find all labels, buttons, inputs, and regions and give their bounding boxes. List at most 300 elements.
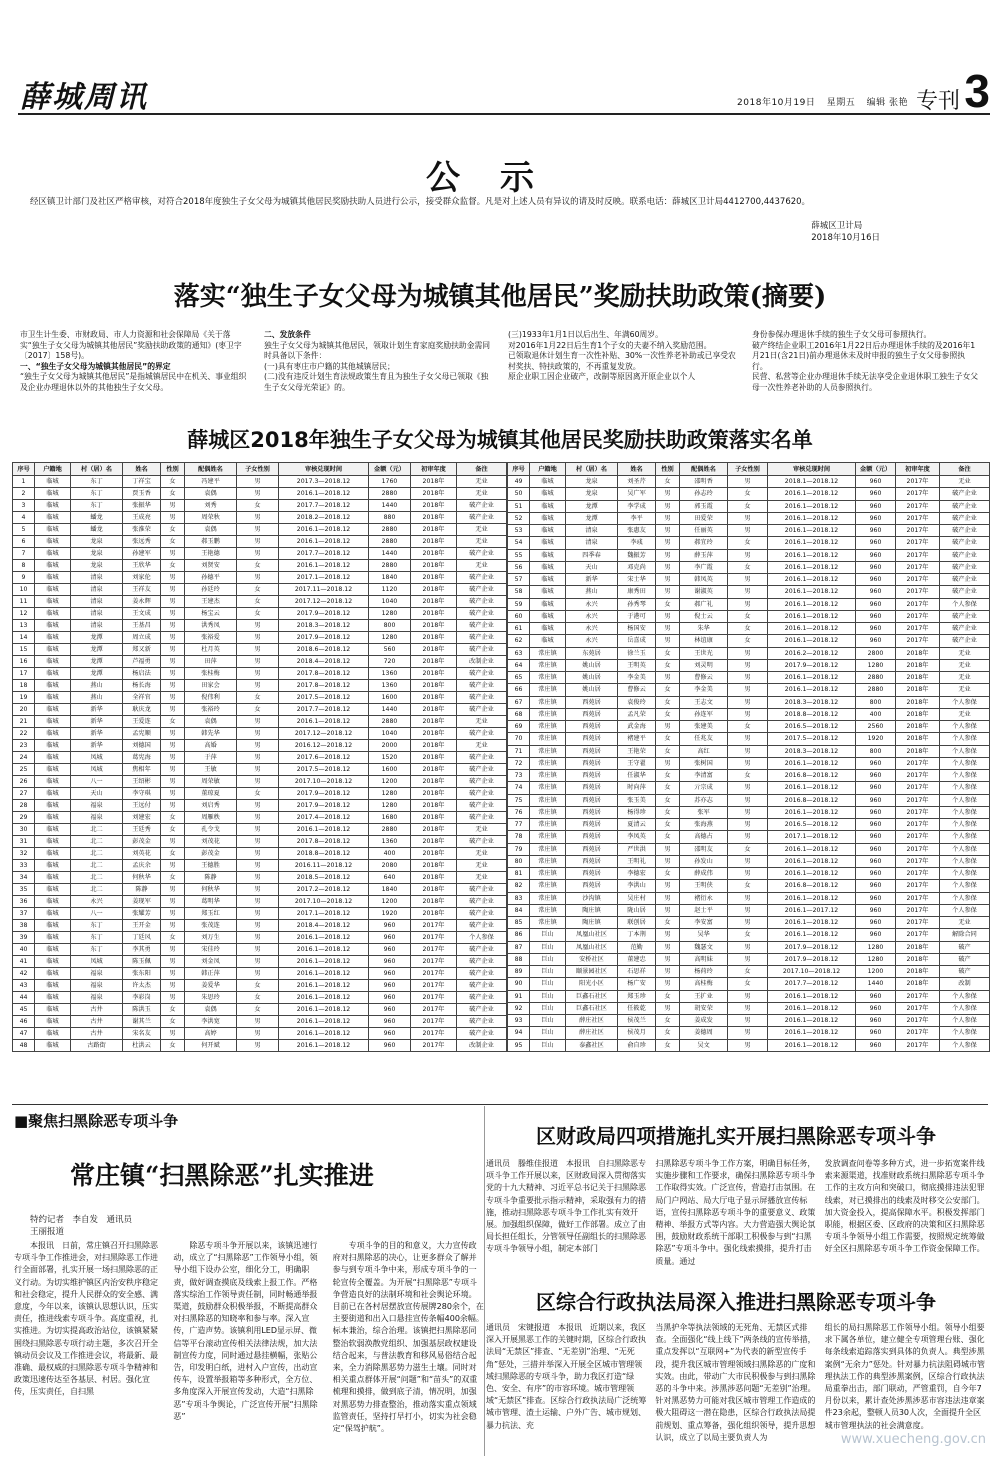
table-cell: 破产企业: [940, 610, 990, 622]
table-row: [13, 500, 507, 512]
table-cell: 960: [856, 892, 896, 904]
table-cell: 破产企业: [457, 992, 507, 1004]
table-cell: 2017年: [411, 1040, 457, 1052]
table-cell: 960: [856, 757, 896, 769]
table-row: [508, 904, 990, 916]
table-cell: 2016.1—2018.12: [768, 1039, 856, 1052]
table-cell: 2016.1—2018.12: [768, 892, 856, 904]
table-cell: 女: [161, 1040, 185, 1052]
table-cell: 33: [13, 860, 35, 872]
table-cell: 男: [656, 623, 680, 635]
table-cell: 960: [856, 549, 896, 561]
table-cell: 1040: [369, 596, 411, 608]
table-row: [508, 953, 990, 965]
table-row: [13, 548, 507, 560]
table-cell: 1440: [856, 978, 896, 990]
table-cell: 23: [13, 740, 35, 752]
table-cell: 男: [161, 680, 185, 692]
policy-text: “独生子女父母为城镇其他居民”是指城镇居民中在机关、事业组织及企业办理退休以外的其他独生子女父母。: [20, 372, 247, 392]
table-cell: 常庄镇: [530, 880, 566, 892]
table-cell: 31: [13, 836, 35, 848]
table-cell: 临城: [530, 500, 566, 512]
table-cell: 东苑居: [566, 647, 618, 659]
table-row: [508, 917, 990, 929]
table-cell: 破产企业: [457, 908, 507, 920]
table-cell: 3: [13, 500, 35, 512]
table-cell: 褚建平: [618, 733, 656, 745]
table-cell: 周雁秩: [185, 812, 237, 824]
table-row: [508, 966, 990, 978]
policy-text: 独生子女父母为城镇其他居民，领取计划生育家庭奖励扶助金需同时具备以下条件：: [264, 340, 491, 360]
column-header: 子女性别: [728, 463, 768, 476]
table-cell: 男: [728, 598, 768, 610]
table-row: [508, 1015, 990, 1027]
table-cell: 男: [728, 512, 768, 524]
table-cell: 蟠龙: [71, 524, 123, 536]
table-cell: 88: [508, 953, 530, 965]
table-cell: 2018.5—2018.12: [279, 872, 369, 884]
table-cell: 王世光: [680, 647, 728, 659]
table-cell: 男: [161, 1028, 185, 1040]
table-cell: 1200: [369, 896, 411, 908]
policy-text: 对2016年1月22日后生育1个子女的夫妻不纳入奖励范围。: [508, 340, 712, 350]
table-cell: 丁祥宝: [123, 476, 161, 488]
table-cell: 男: [161, 644, 185, 656]
table-cell: 无业: [457, 824, 507, 836]
table-cell: 吴广军: [618, 488, 656, 500]
table-cell: 颐景园社区: [566, 966, 618, 978]
table-cell: 高红: [680, 745, 728, 757]
table-cell: 王廷秀: [123, 824, 161, 836]
table-cell: 男: [656, 855, 680, 867]
table-cell: 临城: [35, 596, 71, 608]
table-cell: 破产企业: [940, 574, 990, 586]
table-cell: 960: [856, 782, 896, 794]
table-cell: 2018年: [896, 647, 940, 659]
table-cell: 无业: [940, 476, 990, 488]
table-cell: 个人参保: [940, 904, 990, 916]
table-cell: 高明妹: [680, 953, 728, 965]
table-row: [508, 1039, 990, 1052]
table-cell: 福泉: [71, 980, 123, 992]
table-cell: 姜爱华: [185, 980, 237, 992]
table-cell: 2016.1—2018.12: [768, 917, 856, 929]
table-cell: 男: [237, 548, 279, 560]
table-cell: 清泉: [71, 572, 123, 584]
table-cell: 杜洪云: [123, 1040, 161, 1052]
table-cell: 2018年: [896, 966, 940, 978]
table-cell: 800: [856, 745, 896, 757]
article-2-column: 通讯员 滕维佳报道 本报讯 自扫黑除恶专项斗争工作开展以来，区财政局深入贯彻落实党的十九大精神、习近平总书记关于扫黑除恶专项斗争重要批示指示精神，采取强有力的措施，推动扫黑除恶专项斗争工作扎实有效开展。加强组织保障，做好工作部署。成立了由局长担任组长，分管领导任副组长的扫黑除恶专项斗争领导小组，制定本部门: [486, 1159, 646, 1254]
table-cell: 2016.1—2018.12: [768, 586, 856, 598]
table-cell: 男: [728, 892, 768, 904]
table-cell: 女: [656, 684, 680, 696]
table-cell: 破产企业: [457, 572, 507, 584]
table-cell: 男: [237, 956, 279, 968]
table-cell: 800: [856, 696, 896, 708]
table-cell: 男: [656, 500, 680, 512]
table-cell: 2016.1—2018.12: [768, 1002, 856, 1014]
table-cell: 女: [656, 831, 680, 843]
table-cell: 2016.1—2017.12: [768, 904, 856, 916]
table-cell: 2016.1—2018.12: [768, 868, 856, 880]
column-header: 初审年度: [896, 463, 940, 476]
table-cell: 1760: [369, 476, 411, 488]
table-cell: 王志文: [680, 696, 728, 708]
table-cell: 宋名友: [123, 1028, 161, 1040]
table-cell: 男: [656, 721, 680, 733]
table-cell: 李凤英: [618, 831, 656, 843]
table-cell: 960: [856, 868, 896, 880]
table-cell: 2018年: [411, 488, 457, 500]
table-cell: 2017年: [411, 932, 457, 944]
table-row: [13, 632, 507, 644]
table-cell: 常庄镇: [530, 831, 566, 843]
table-cell: 20: [13, 704, 35, 716]
table-cell: 常庄镇: [530, 733, 566, 745]
table-row: [508, 782, 990, 794]
table-cell: 女: [728, 966, 768, 978]
table-cell: 临城: [35, 836, 71, 848]
table-cell: 2016.2—2018.12: [768, 647, 856, 659]
table-cell: 龙泉: [566, 476, 618, 488]
table-cell: 清泉: [566, 537, 618, 549]
newspaper-logo: 薛城周讯: [20, 80, 148, 115]
table-row: [508, 525, 990, 537]
table-cell: 2018年: [411, 536, 457, 548]
byline-line: 王丽报道: [30, 1227, 65, 1237]
table-cell: 男: [161, 956, 185, 968]
table-cell: 临城: [35, 716, 71, 728]
table-cell: 巨山: [530, 1002, 566, 1014]
table-cell: 男: [237, 1016, 279, 1028]
table-cell: 2017.9—2018.12: [768, 659, 856, 671]
table-cell: 2018年: [411, 596, 457, 608]
table-cell: 1920: [856, 733, 896, 745]
table-cell: 清泉: [71, 584, 123, 596]
table-cell: 刘金凤: [185, 956, 237, 968]
table-cell: 2017年: [896, 574, 940, 586]
table-cell: 龙泉: [71, 548, 123, 560]
table-cell: 男: [656, 561, 680, 573]
table-cell: 八一: [71, 776, 123, 788]
table-cell: 960: [856, 917, 896, 929]
table-cell: 男: [237, 644, 279, 656]
table-cell: 临城: [530, 586, 566, 598]
table-cell: 个人参保: [457, 932, 507, 944]
table-cell: 59: [508, 598, 530, 610]
policy-column-3: [508, 330, 736, 400]
table-cell: 杨广安: [618, 978, 656, 990]
table-cell: 2017年: [896, 635, 940, 647]
table-cell: 2016.1—2018.12: [279, 968, 369, 980]
table-cell: 男: [728, 757, 768, 769]
table-cell: 王敏: [185, 764, 237, 776]
table-cell: 巨鑫石社区: [566, 990, 618, 1002]
table-cell: 无业: [457, 524, 507, 536]
table-cell: 破产: [940, 953, 990, 965]
table-cell: 2018年: [411, 824, 457, 836]
table-cell: 女: [237, 692, 279, 704]
table-cell: 林谊康: [680, 635, 728, 647]
list-title: 薛城区2018年独生子女父母为城镇其他居民奖励扶助政策落实名单: [187, 428, 813, 452]
table-cell: 破产企业: [940, 586, 990, 598]
table-cell: 89: [508, 966, 530, 978]
table-cell: 男: [656, 512, 680, 524]
table-cell: 40: [13, 944, 35, 956]
table-cell: 48: [13, 1040, 35, 1052]
table-cell: 63: [508, 647, 530, 659]
table-cell: 永兴: [566, 635, 618, 647]
table-row: [508, 500, 990, 512]
table-row: [508, 855, 990, 867]
table-cell: 西苑居: [566, 708, 618, 720]
table-cell: 彭茂金: [185, 848, 237, 860]
table-cell: 2017年: [896, 843, 940, 855]
table-cell: 无业: [457, 716, 507, 728]
table-cell: 2017年: [896, 1027, 940, 1039]
table-cell: 960: [856, 476, 896, 488]
table-cell: 2016.1—2018.12: [768, 990, 856, 1002]
table-row: [13, 704, 507, 716]
table-cell: 巨山: [530, 1039, 566, 1052]
table-cell: 2017年: [896, 1015, 940, 1027]
table-cell: 个人参保: [940, 598, 990, 610]
table-cell: 东丁: [71, 488, 123, 500]
table-cell: 芦福勇: [123, 656, 161, 668]
table-cell: 常庄镇: [530, 904, 566, 916]
table-cell: 2017年: [896, 1039, 940, 1052]
table-cell: 2016.1—2018.12: [768, 574, 856, 586]
table-cell: 1360: [369, 668, 411, 680]
section-label: 专刊: [915, 89, 960, 114]
table-cell: 57: [508, 574, 530, 586]
table-cell: 巨山: [530, 929, 566, 941]
table-cell: 李金美: [618, 672, 656, 684]
table-cell: 龙泉: [71, 536, 123, 548]
table-row: [13, 824, 507, 836]
table-cell: 2018年: [411, 800, 457, 812]
column-header: 户籍地: [35, 463, 71, 476]
table-cell: 刘秀: [185, 500, 237, 512]
table-cell: 个人参保: [940, 990, 990, 1002]
article-3-column: 当黑护伞等执法领域的无死角、无禁区式排查。全面强化“线上线下”两条线的宣传举措，重点发挥以“互联网+”为代表的新型宣传手段，提升我区城市管理领域扫黑除恶的广度和实效。由此，带动广大市民积极参与到扫黑除恶的斗争中来。涉黑涉恶问题“无差别”治理。针对黑恶势力可能对我区城市管理工作造成的极大阻碍这一潜在隐患，区综合行政执法局提前规划、重点筹备，强化组织领导，提升思想认识，成立了以局主要负责人为: [655, 1323, 816, 1442]
table-cell: 临城: [35, 788, 71, 800]
table-cell: 女: [237, 704, 279, 716]
table-row: [508, 941, 990, 953]
table-cell: 田家会: [185, 680, 237, 692]
table-cell: 姜永辉: [123, 596, 161, 608]
table-cell: 张惠友: [618, 525, 656, 537]
table-cell: 960: [856, 623, 896, 635]
table-cell: 1200: [369, 776, 411, 788]
table-cell: 巨山: [530, 953, 566, 965]
table-cell: 西苑居: [566, 745, 618, 757]
article-3-column: 通讯员 宋键报道 本报讯 近期以来，我区深入开展黑恶工作的关键时期，区综合行政执法局“无禁区”排查、“无差别”治理、“无死角”惩处，三措并举深入开展全区城市管理领域扫黑除恶的专项斗争，助力我区打造“绿色、安全、有序”的市容环境。城市管理领域“无禁区”排查。区综合行政执法局广泛统筹城市管理、渣土运输、户外广告、城市规划、暴力抗法、充: [486, 1323, 647, 1430]
table-cell: 男: [728, 549, 768, 561]
table-cell: 960: [369, 956, 411, 968]
table-cell: 男: [161, 776, 185, 788]
table-cell: 男: [161, 704, 185, 716]
table-cell: 临城: [35, 524, 71, 536]
table-cell: 常庄镇: [530, 917, 566, 929]
table-cell: 男: [161, 764, 185, 776]
table-cell: 个人参保: [940, 831, 990, 843]
table-cell: 东丁: [71, 932, 123, 944]
table-cell: 西苑居: [566, 757, 618, 769]
table-row: [13, 800, 507, 812]
table-cell: 男: [161, 572, 185, 584]
table-cell: 2000: [369, 740, 411, 752]
table-cell: 2016.1—2018.12: [768, 757, 856, 769]
table-cell: 巨山: [530, 978, 566, 990]
table-cell: 女: [728, 978, 768, 990]
table-cell: 龙潭: [71, 632, 123, 644]
table-cell: 破产企业: [457, 944, 507, 956]
table-cell: 无业: [940, 659, 990, 671]
table-cell: 2017年: [896, 1002, 940, 1014]
table-cell: 东丁: [71, 500, 123, 512]
table-cell: 男: [728, 708, 768, 720]
table-cell: 刘建宏: [123, 812, 161, 824]
table-cell: 袁偶: [185, 488, 237, 500]
table-cell: 2017.5—2018.12: [279, 764, 369, 776]
table-cell: 临城: [35, 692, 71, 704]
table-cell: 韩先华: [185, 728, 237, 740]
table-row: [508, 819, 990, 831]
table-cell: 女: [728, 880, 768, 892]
table-cell: 高桂梅: [680, 978, 728, 990]
table-row: [13, 872, 507, 884]
table-cell: 个人参保: [940, 1002, 990, 1014]
table-cell: 男: [237, 620, 279, 632]
table-cell: 男: [237, 752, 279, 764]
table-cell: 男: [656, 574, 680, 586]
table-cell: 张裕玲: [185, 704, 237, 716]
table-cell: 66: [508, 684, 530, 696]
table-cell: 2017.9—2018.12: [279, 632, 369, 644]
table-row: [508, 635, 990, 647]
masthead: [0, 0, 1000, 117]
table-cell: 任兆友: [680, 733, 728, 745]
table-cell: 朱思玲: [185, 992, 237, 1004]
policy-text: 破产终结企业职工2016年1月22日后办理退休手续的及2016年1月21日(含21日)前办理退休未及时申报的独生子女父母参照执行。: [752, 340, 976, 371]
table-cell: 2016.1—2018.12: [279, 1028, 369, 1040]
table-cell: 常庄镇: [530, 855, 566, 867]
policy-text: (二)没有违反计划生育法规政策生育且为独生子女父母已领取《独生子女父母光荣证》的。: [264, 372, 489, 392]
table-cell: 2016.1—2018.12: [279, 1016, 369, 1028]
table-cell: 临城: [530, 623, 566, 635]
table-cell: 2017.10—2018.12: [279, 776, 369, 788]
table-cell: 姚山居: [566, 672, 618, 684]
table-cell: 袁偶: [185, 1004, 237, 1016]
table-cell: 破产企业: [940, 549, 990, 561]
table-cell: 无业: [940, 917, 990, 929]
table-cell: 2016.1—2018.12: [279, 980, 369, 992]
table-row: [13, 572, 507, 584]
policy-heading-2: 二、发放条件: [264, 330, 311, 339]
table-cell: 2017.8—2018.12: [279, 836, 369, 848]
table-cell: 男: [161, 632, 185, 644]
table-cell: 男: [728, 574, 768, 586]
table-cell: 破产企业: [457, 752, 507, 764]
table-cell: 男: [728, 684, 768, 696]
table-cell: 曹修云: [680, 672, 728, 684]
table-cell: 2018年: [411, 872, 457, 884]
table-cell: 2017.12—2018.12: [279, 728, 369, 740]
table-cell: 新华: [71, 740, 123, 752]
table-cell: 魏振芳: [618, 549, 656, 561]
table-cell: 男: [728, 696, 768, 708]
table-cell: 个人参保: [940, 794, 990, 806]
table-cell: 960: [369, 968, 411, 980]
table-cell: 14: [13, 632, 35, 644]
table-cell: 1280: [369, 800, 411, 812]
table-cell: 常庄镇: [530, 672, 566, 684]
table-row: [508, 1027, 990, 1039]
table-cell: 西苑居: [566, 843, 618, 855]
table-row: [13, 740, 507, 752]
table-cell: 田爱荣: [680, 512, 728, 524]
table-cell: 2018年: [411, 620, 457, 632]
table-cell: 2017年: [896, 549, 940, 561]
table-cell: 男: [161, 800, 185, 812]
table-cell: 2018年: [411, 644, 457, 656]
table-cell: 陶庄镇: [566, 904, 618, 916]
table-cell: 永兴: [566, 598, 618, 610]
table-cell: 康秀田: [618, 586, 656, 598]
table-cell: 男: [161, 728, 185, 740]
table-cell: 陈静: [185, 872, 237, 884]
table-cell: 巨山: [530, 1027, 566, 1039]
table-cell: 男: [728, 953, 768, 965]
table-cell: 43: [13, 980, 35, 992]
table-cell: 王守翟: [618, 757, 656, 769]
table-cell: 男: [656, 525, 680, 537]
table-cell: 32: [13, 848, 35, 860]
table-cell: 女: [728, 929, 768, 941]
table-cell: 北二: [71, 860, 123, 872]
table-cell: 2018年: [896, 659, 940, 671]
table-cell: 男: [728, 1015, 768, 1027]
notice-date: 2018年10月16日: [811, 233, 880, 243]
table-cell: 姜成发: [680, 1015, 728, 1027]
table-cell: 女: [728, 561, 768, 573]
table-cell: 男: [161, 788, 185, 800]
table-cell: 2018年: [411, 848, 457, 860]
table-cell: 亓宗成: [680, 782, 728, 794]
table-cell: 杨启法: [123, 668, 161, 680]
table-cell: 清泉: [71, 608, 123, 620]
table-cell: 临城: [35, 884, 71, 896]
table-cell: 北二: [71, 872, 123, 884]
table-cell: 临城: [35, 752, 71, 764]
table-row: [13, 680, 507, 692]
table-cell: 93: [508, 1015, 530, 1027]
article-2-column: 发放调查问卷等多种方式，进一步拓宽案件线索来源渠道，找准财政系统扫黑除恶专项斗争工作的主攻方向和突破口，彻底摸排违法犯罪线索，对已摸排出的线索及时移交公安部门。加大资金投入，提高保障水平。积极发挥部门职能，根据区委、区政府的决策和区扫黑除恶专项斗争领导小组工作需要，按照规定统筹做好全区扫黑除恶专项斗争工作资金保障工作。: [824, 1159, 985, 1254]
table-cell: 全祥官: [123, 692, 161, 704]
table-cell: 2017年: [896, 586, 940, 598]
table-row: [508, 659, 990, 671]
table-cell: 女: [656, 819, 680, 831]
table-cell: 破产企业: [940, 537, 990, 549]
table-cell: 女: [237, 980, 279, 992]
table-cell: 宋佳玲: [185, 944, 237, 956]
table-cell: 2017年: [896, 806, 940, 818]
table-cell: 女: [656, 476, 680, 488]
table-cell: 巨山: [530, 941, 566, 953]
issue-weekday: 星期五: [826, 98, 856, 108]
